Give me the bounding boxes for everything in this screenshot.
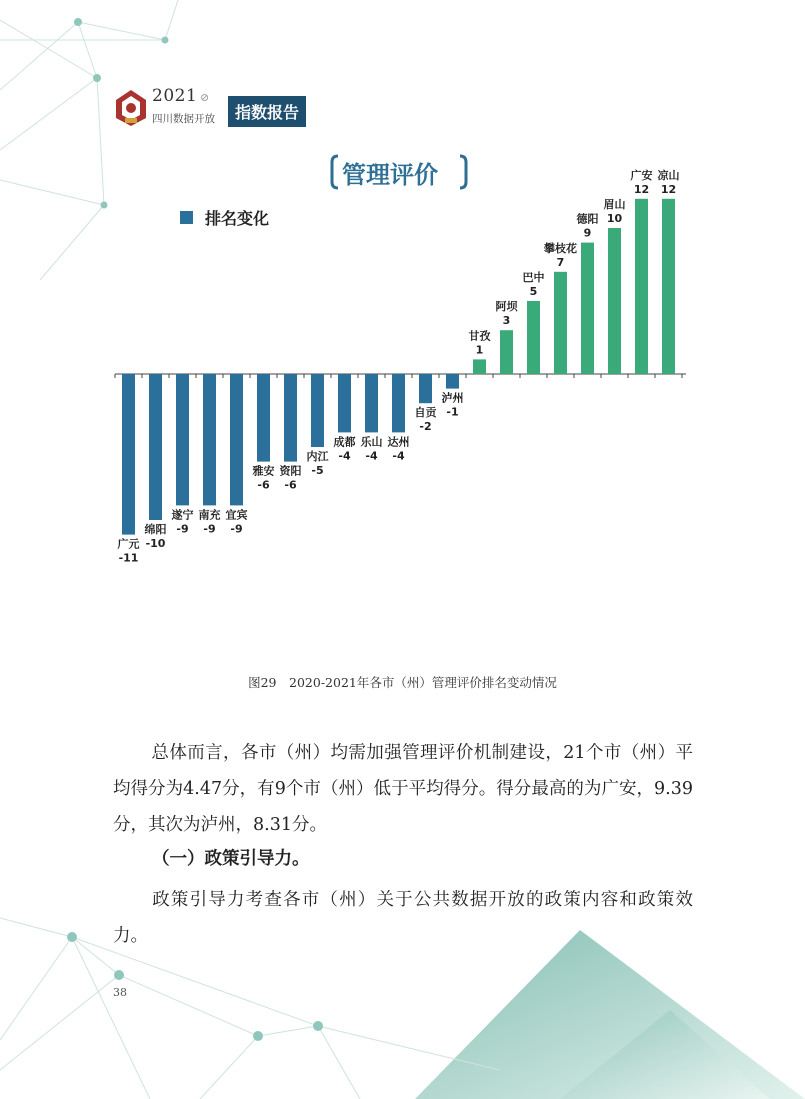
- bar-眉山: [608, 228, 621, 374]
- bar-value-label: 9: [583, 226, 592, 240]
- bar-value-label: -6: [284, 478, 297, 492]
- bar-广安: [635, 199, 648, 374]
- legend-label: 排名变化: [205, 209, 270, 228]
- bar-广元: [122, 374, 135, 535]
- bar-value-label: 7: [556, 255, 565, 269]
- bar-达州: [392, 374, 405, 432]
- report-year: 2021: [152, 86, 198, 106]
- bar-value-label: -4: [365, 449, 378, 463]
- bar-value-label: -9: [230, 522, 243, 536]
- bar-value-label: 10: [606, 212, 623, 225]
- bar-value-label: -9: [203, 522, 216, 536]
- bar-遂宁: [176, 374, 189, 505]
- bar-category-label: 阿坝: [495, 300, 518, 314]
- bar-category-label: 攀枝花: [544, 241, 577, 255]
- subheading: （一）政策引导力。: [152, 849, 310, 869]
- bar-category-label: 泸州: [441, 391, 464, 405]
- bar-category-label: 甘孜: [468, 329, 491, 343]
- logo-icon: [112, 88, 150, 128]
- bar-value-label: 12: [660, 182, 677, 196]
- figure-caption: 图29 2020-2021年各市（州）管理评价排名变动情况: [248, 675, 557, 690]
- bar-巴中: [527, 301, 540, 374]
- year-mark-icon: ⊘: [200, 91, 210, 104]
- bar-南充: [203, 374, 216, 505]
- bar-自贡: [419, 374, 432, 403]
- bar-泸州: [446, 374, 459, 389]
- bar-category-label: 资阳: [279, 464, 302, 478]
- org-name: 四川数据开放: [152, 113, 215, 125]
- bar-value-label: -1: [446, 405, 459, 419]
- bar-category-label: 遂宁: [171, 508, 194, 522]
- bar-chart: [100, 150, 700, 590]
- bar-category-label: 南充: [198, 508, 221, 522]
- bar-内江: [311, 374, 324, 447]
- bar-value-label: -2: [419, 420, 432, 434]
- bar-value-label: 1: [475, 343, 484, 357]
- bar-category-label: 自贡: [414, 406, 437, 420]
- bar-乐山: [365, 374, 378, 432]
- bar-value-label: 3: [502, 314, 511, 328]
- bar-凉山: [662, 199, 675, 374]
- bar-成都: [338, 374, 351, 432]
- bar-category-label: 凉山: [657, 168, 680, 182]
- bar-value-label: -11: [118, 551, 139, 565]
- bar-value-label: 12: [633, 182, 650, 196]
- body-paragraph-1: [113, 735, 693, 843]
- bar-category-label: 眉山: [603, 198, 626, 211]
- bar-value-label: -6: [257, 478, 270, 492]
- bar-category-label: 德阳: [576, 212, 599, 226]
- bar-雅安: [257, 374, 270, 462]
- bar-资阳: [284, 374, 297, 462]
- bar-category-label: 内江: [306, 450, 329, 463]
- bar-德阳: [581, 243, 594, 374]
- bar-value-label: -4: [338, 449, 351, 463]
- chart-title-text: 管理评价: [342, 161, 438, 189]
- body-paragraph-2: [113, 882, 693, 954]
- bar-category-label: 巴中: [522, 271, 545, 284]
- body-paragraph-2-text: 政策引导力考查各市（州）关于公共数据开放的政策内容和政策效力。: [113, 890, 693, 946]
- bar-category-label: 广安: [630, 168, 653, 182]
- bar-value-label: -10: [145, 537, 166, 550]
- bar-category-label: 绵阳: [144, 523, 167, 536]
- bar-value-label: 5: [529, 285, 538, 298]
- bar-category-label: 成都: [333, 435, 356, 449]
- bar-category-label: 雅安: [252, 464, 275, 478]
- report-badge: 指数报告: [228, 96, 306, 127]
- bar-value-label: -4: [392, 449, 405, 463]
- bar-绵阳: [149, 374, 162, 520]
- bar-阿坝: [500, 330, 513, 374]
- bar-category-label: 广元: [117, 537, 140, 551]
- bar-攀枝花: [554, 272, 567, 374]
- bar-category-label: 达州: [387, 435, 410, 449]
- bar-甘孜: [473, 359, 486, 374]
- bar-value-label: -9: [176, 522, 189, 536]
- body-paragraph-1-text: 总体而言，各市（州）均需加强管理评价机制建设，21个市（州）平均得分为4.47分，有9个市（州）低于平均得分。得分最高的为广安，9.39分，其次为泸州，8.31分。: [113, 743, 693, 835]
- bar-category-label: 宜宾: [225, 508, 248, 522]
- bar-category-label: 乐山: [360, 435, 383, 449]
- page-number: 38: [113, 986, 127, 999]
- bar-宜宾: [230, 374, 243, 505]
- report-header: [112, 86, 332, 130]
- bar-value-label: -5: [311, 464, 324, 477]
